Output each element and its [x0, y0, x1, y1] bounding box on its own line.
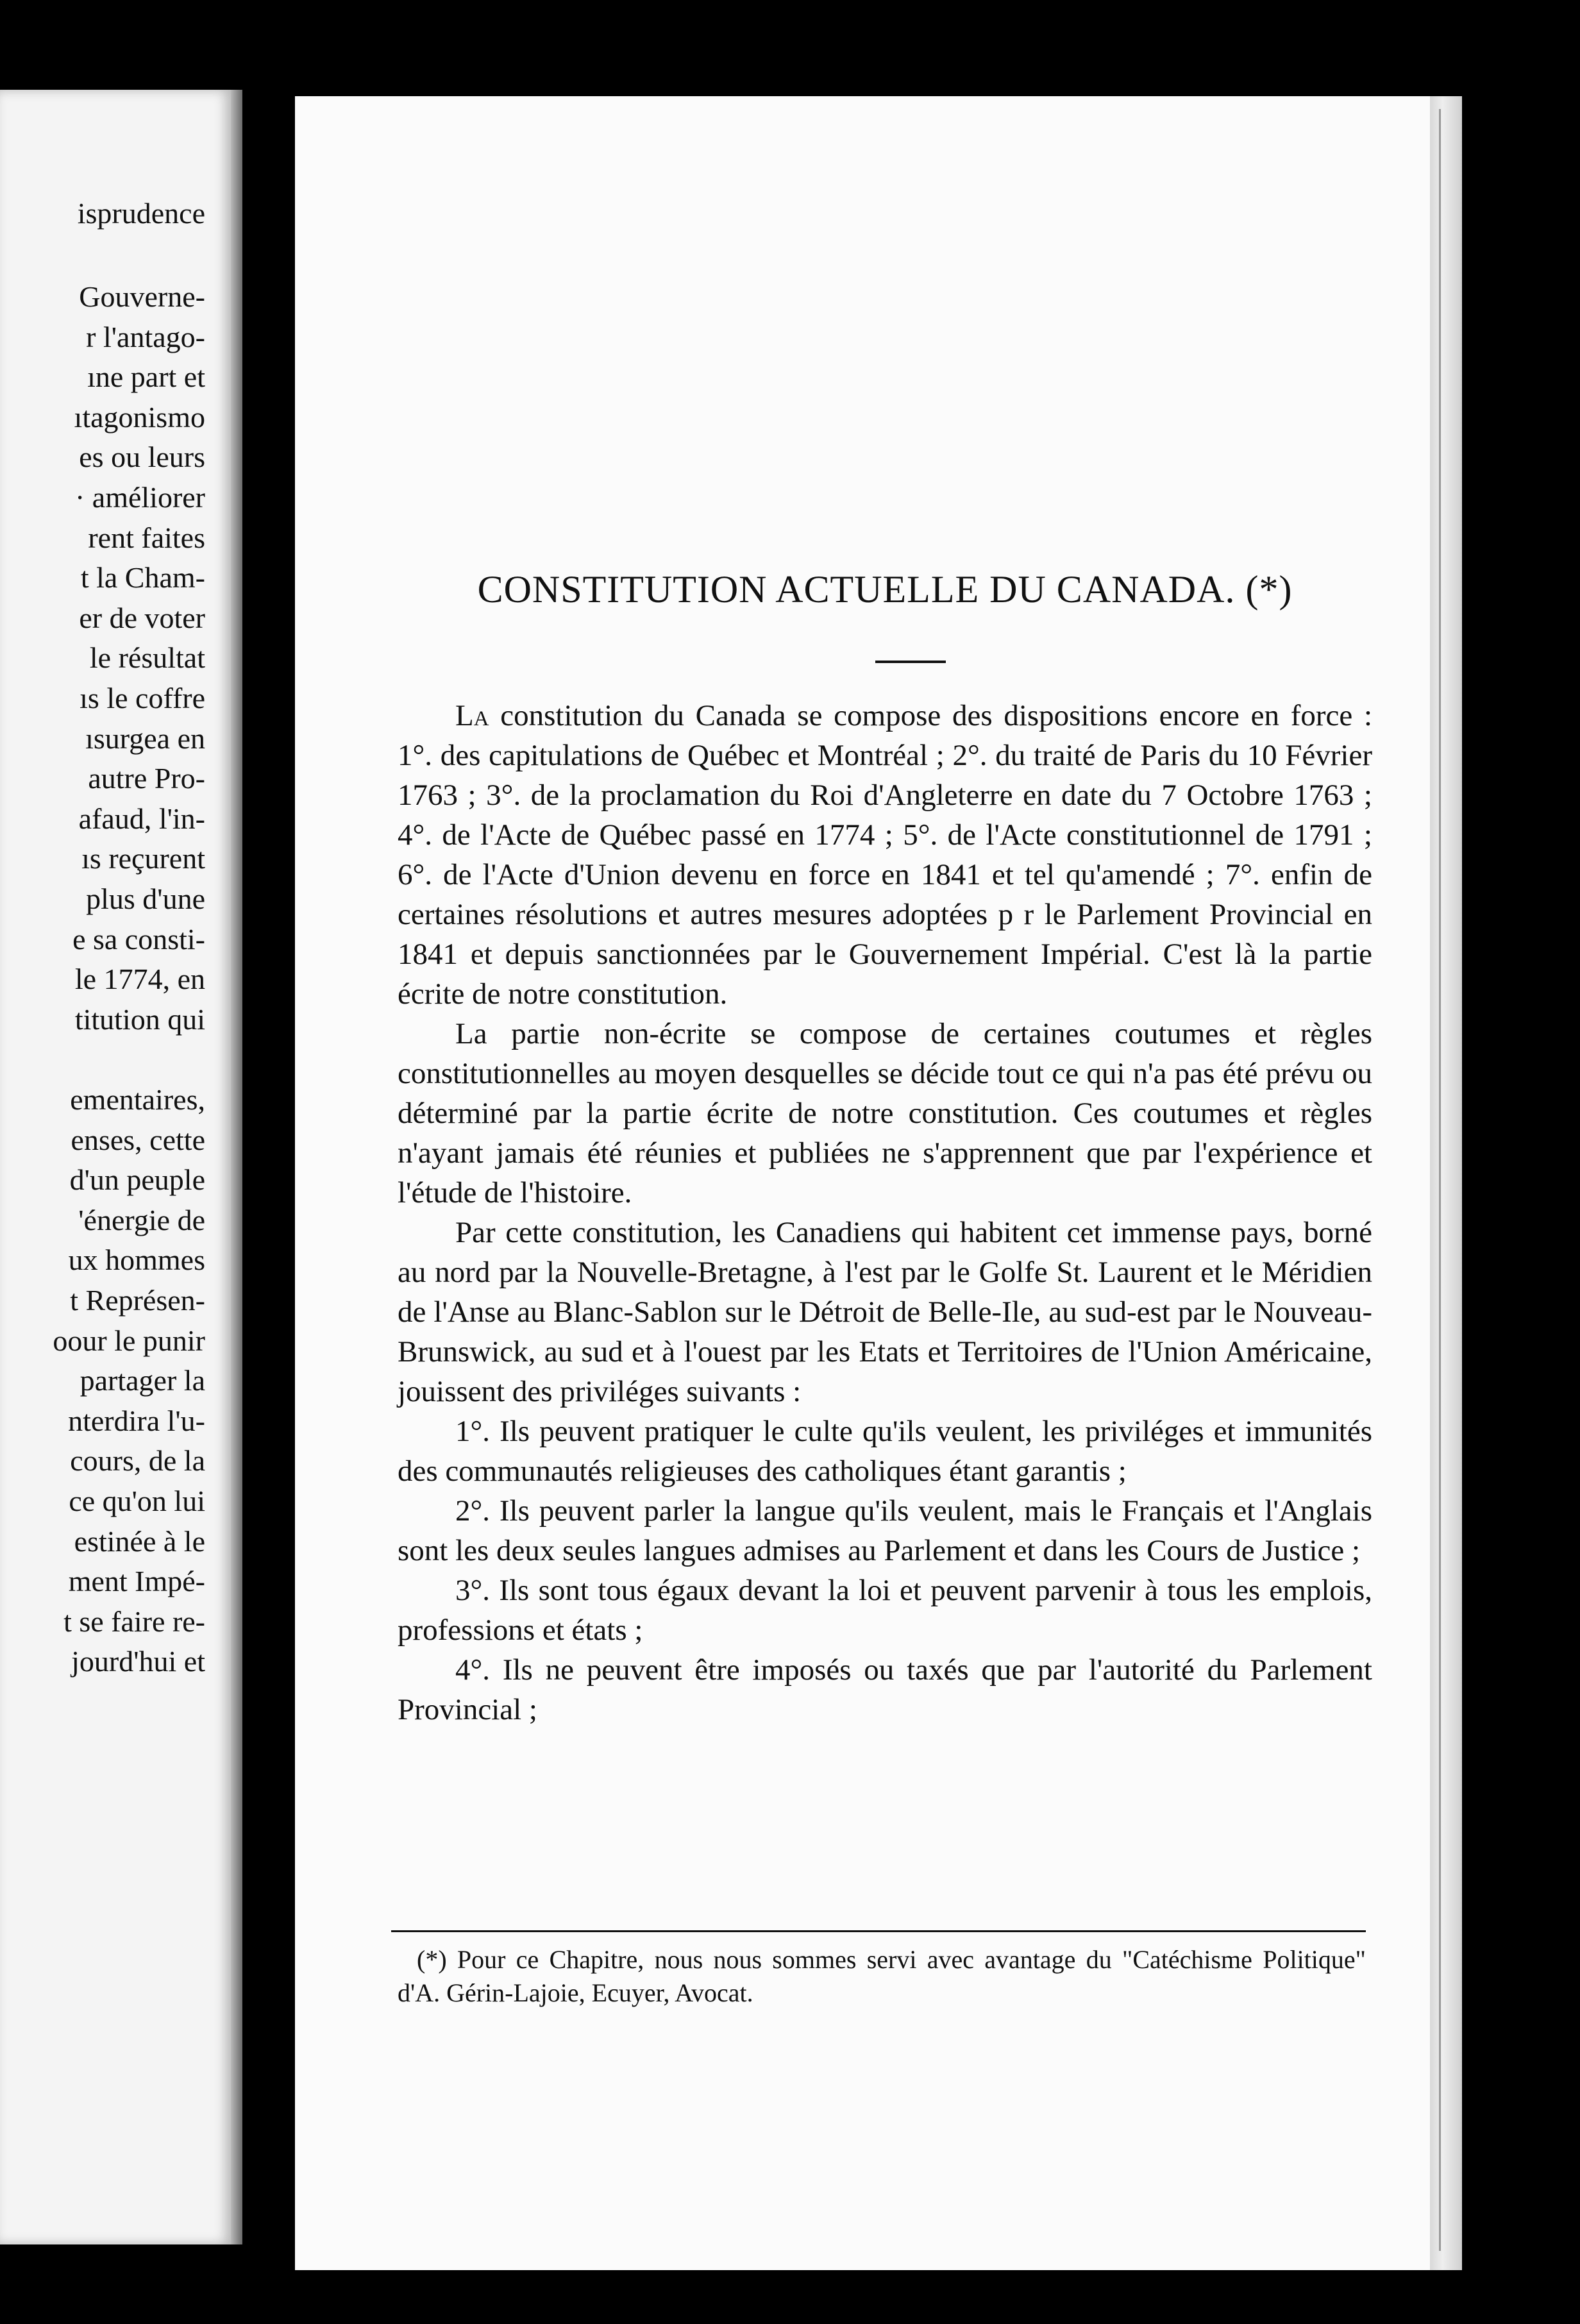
- left-page-line: r l'antago-: [86, 320, 205, 353]
- left-page-line: estinée à le: [74, 1524, 205, 1558]
- left-page-line: rent faites: [88, 521, 205, 554]
- list-item-1: 1°. Ils peuvent pratiquer le culte qu'ils veulent, les priviléges et immunités des communautés religieuses des catholiques étant garantis ;: [398, 1415, 1372, 1488]
- left-page-line: ment Impé-: [68, 1565, 205, 1598]
- left-page-edge: [231, 90, 242, 2244]
- left-page-line: ıtagonismo: [74, 400, 205, 434]
- left-page-line: partager la: [80, 1364, 205, 1397]
- left-page-line: afaud, l'in-: [78, 802, 205, 835]
- left-page-line: jourd'hui et: [71, 1645, 205, 1678]
- left-page-line: e sa consti-: [72, 922, 205, 956]
- left-page-line: enses, cette: [71, 1123, 205, 1156]
- paragraph-2: La partie non-écrite se compose de certaines coutumes et règles constitutionnelles au moyen desquelles se décide tout ce qui n'a pas été prévu ou déterminé par la partie écrite de notre constitution. Ces coutumes et règles n'ayant jamais été réunies et publiées ne s'apprennent que par l'expérience et l'étude de l'histoire.: [398, 1017, 1372, 1209]
- list-item-3: 3°. Ils sont tous égaux devant la loi et peuvent parvenir à tous les emplois, professions et états ;: [398, 1574, 1372, 1647]
- left-page-line: ce qu'on lui: [69, 1485, 205, 1517]
- paragraph-lead: La: [455, 699, 489, 732]
- left-page-line: t Représen-: [70, 1284, 205, 1317]
- left-page: [0, 90, 231, 2244]
- left-page-line: ementaires,: [70, 1083, 205, 1116]
- book-gutter: [242, 0, 294, 2324]
- paragraph-3: Par cette constitution, les Canadiens qui habitent cet immense pays, borné au nord par la Nouvelle-Bretagne, à l'est par le Golfe St. Laurent et le Méridien de l'Anse au Blanc-Sablon sur le Détroit de Belle-Ile, au sud-est par le Nouveau-Brunswick, au sud et à l'ouest par les Etats et Territoires de l'Union Américaine, jouissent des priviléges suivants :: [398, 1216, 1372, 1408]
- left-page-line: le 1774, en: [74, 963, 205, 996]
- left-page-line: es ou leurs: [79, 441, 205, 474]
- left-page-line: autre Pro-: [88, 762, 205, 795]
- body-text: [398, 696, 1372, 1730]
- left-page-line: oour le punir: [53, 1324, 205, 1357]
- left-page-line: ıs le coffre: [80, 682, 205, 714]
- left-page-line: isprudence: [77, 197, 205, 230]
- left-page-line: ux hommes: [68, 1243, 205, 1277]
- left-page-line: le résultat: [89, 641, 205, 675]
- left-page-line: t la Cham-: [80, 561, 205, 594]
- left-page-line: Gouverne-: [79, 280, 205, 313]
- left-page-line: · améliorer: [74, 481, 205, 514]
- right-page-edge: [1430, 96, 1462, 2270]
- left-page-line: ıne part et: [87, 360, 205, 394]
- left-page-line: ısurgea en: [85, 721, 205, 755]
- left-page-line: ıs reçurent: [81, 842, 205, 875]
- footnote: (*) Pour ce Chapitre, nous nous sommes servi avec avantage du "Catéchisme Politique" d'A. Gérin-Lajoie, Ecuyer, Avocat.: [398, 1945, 1366, 2007]
- left-page-line: 'énergie de: [78, 1203, 205, 1236]
- title-rule: [875, 661, 946, 663]
- footnote-rule: [391, 1930, 1366, 1932]
- list-item-4: 4°. Ils ne peuvent être imposés ou taxés que par l'autorité du Parlement Provincial ;: [398, 1653, 1372, 1726]
- paragraph-text: constitution du Canada se compose des dispositions encore en force : 1°. des capitulations de Québec et Montréal ; 2°. du traité de Paris du 10 Février 1763 ; 3°. de la proclamation du Roi d'Angleterre en date du 7 Octobre 1763 ; 4°. de l'Acte de Québec passé en 1774 ; 5°. de l'Acte constitutionnel de 1791 ; 6°. de l'Acte d'Union devenu en force en 1841 et tel qu'amendé ; 7°. enfin de certaines résolutions et autres mesures adoptées p r le Parlement Provincial en 1841 et depuis sanctionnées par le Gouvernement Impérial. C'est là la partie écrite de notre constitution.: [398, 699, 1372, 1011]
- left-page-line: nterdira l'u-: [68, 1404, 205, 1437]
- left-page-line: d'un peuple: [69, 1163, 205, 1197]
- left-page-line: plus d'une: [86, 882, 205, 915]
- left-page-line: titution qui: [74, 1002, 205, 1036]
- page-title: CONSTITUTION ACTUELLE DU CANADA. (*): [477, 568, 1293, 610]
- left-page-line: er de voter: [79, 601, 205, 634]
- list-item-2: 2°. Ils peuvent parler la langue qu'ils veulent, mais le Français et l'Anglais sont les deux seules langues admises au Parlement et dans les Cours de Justice ;: [398, 1494, 1372, 1567]
- paragraph-1: [398, 696, 1372, 1014]
- left-page-line: t se faire re-: [63, 1604, 205, 1638]
- left-page-line: cours, de la: [70, 1444, 205, 1478]
